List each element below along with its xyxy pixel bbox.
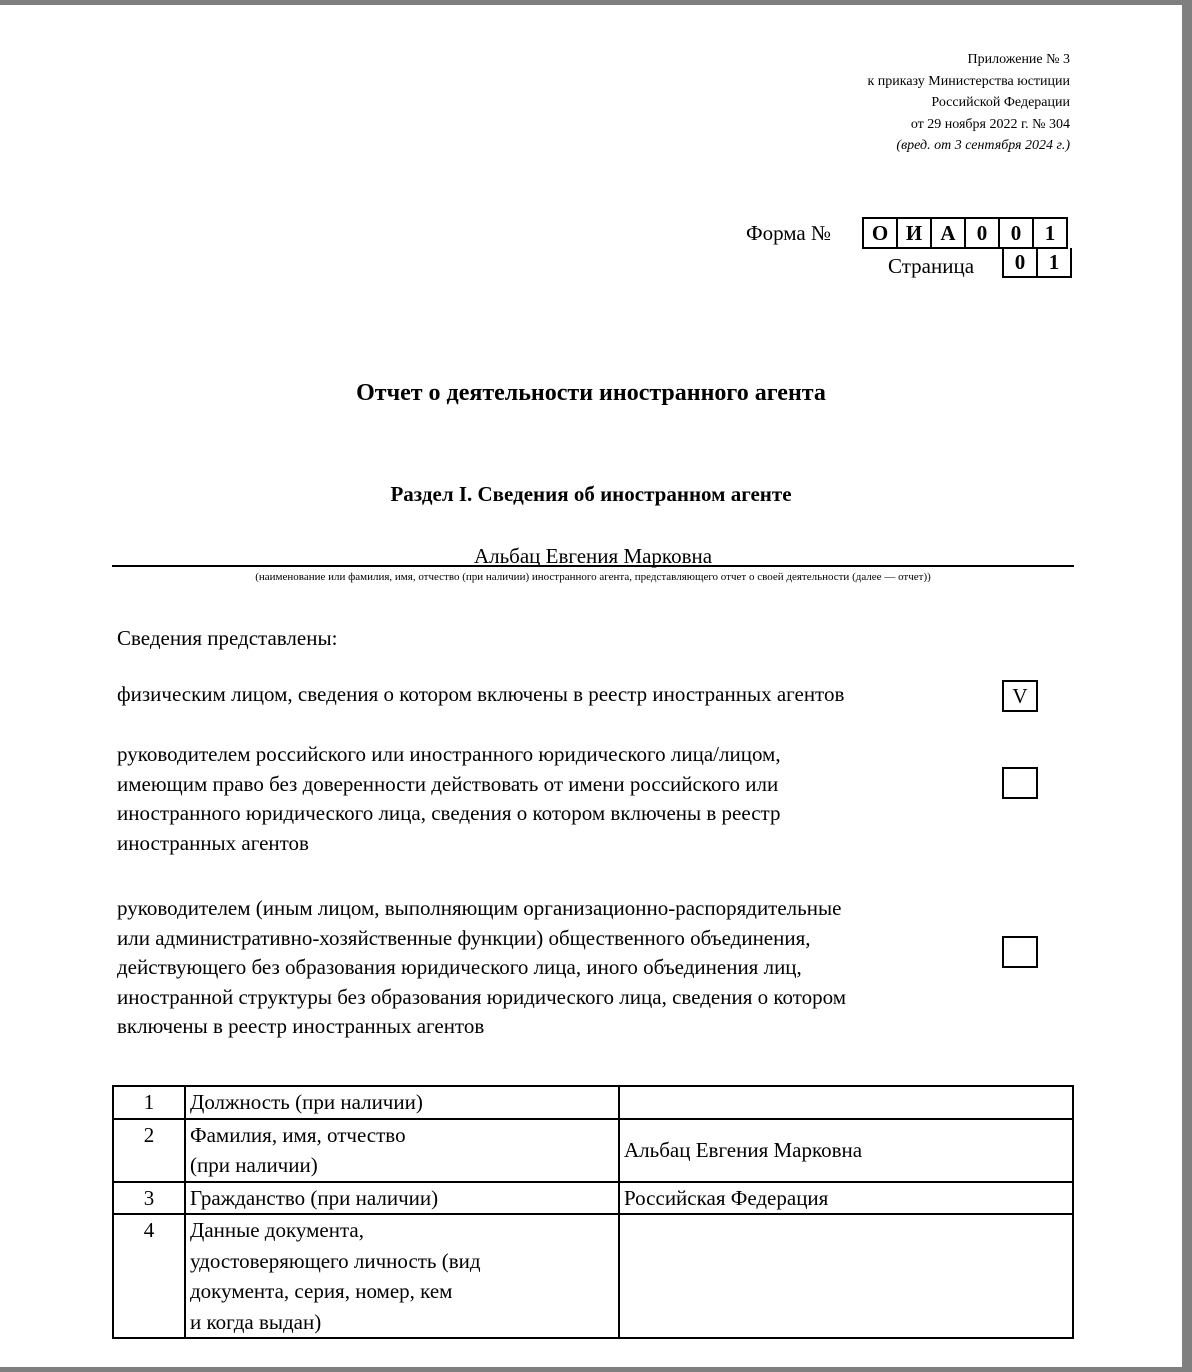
option-text-line: руководителем (иным лицом, выполняющим организационно-распорядительные bbox=[117, 896, 842, 920]
agent-underline bbox=[112, 565, 1074, 567]
row-value[interactable]: Альбац Евгения Марковна bbox=[619, 1119, 1073, 1182]
page-number-cell: 0 bbox=[1004, 248, 1038, 278]
row-label-line: (при наличии) bbox=[190, 1153, 318, 1177]
form-code-cell: О bbox=[864, 219, 898, 249]
option-text-line: иностранных агентов bbox=[117, 830, 309, 855]
form-code-cell: 0 bbox=[966, 219, 1000, 249]
document-page bbox=[0, 5, 1182, 1367]
row-number: 2 bbox=[113, 1119, 185, 1182]
form-number-label: Форма № bbox=[746, 221, 832, 245]
option-association-head-checkbox[interactable] bbox=[1002, 936, 1038, 968]
row-label-line: Данные документа, bbox=[190, 1218, 364, 1242]
agent-caption: (наименование или фамилия, имя, отчество (при наличии) иностранного агента, представляющего отчет о своей деятельности (далее — отчет)) bbox=[255, 571, 931, 583]
appendix-line: Приложение № 3 bbox=[967, 52, 1070, 67]
option-text-line: руководителем российского или иностранного юридического лица/лицом, bbox=[117, 742, 781, 766]
appendix-revision: (вред. от 3 сентября 2024 г.) bbox=[896, 138, 1070, 153]
document-title: Отчет о деятельности иностранного агента bbox=[356, 380, 826, 406]
row-label-line: Гражданство (при наличии) bbox=[190, 1185, 439, 1210]
section-title: Раздел I. Сведения об иностранном агенте bbox=[390, 482, 792, 506]
row-number: 4 bbox=[113, 1214, 185, 1338]
page-number bbox=[1002, 248, 1072, 278]
option-text-line: включены в реестр иностранных агентов bbox=[117, 1014, 485, 1038]
option-legal-entity-head bbox=[117, 740, 917, 858]
form-code-cell: А bbox=[932, 219, 966, 249]
option-text-line: физическим лицом, сведения о котором включены в реестр иностранных агентов bbox=[117, 682, 845, 706]
row-number: 1 bbox=[113, 1086, 185, 1119]
option-text-line: действующего без образования юридического лица, иного объединения лиц, bbox=[117, 955, 802, 979]
form-code-cell: 1 bbox=[1034, 219, 1068, 249]
page-label: Страница bbox=[888, 254, 975, 278]
option-legal-entity-head-checkbox[interactable] bbox=[1002, 767, 1038, 799]
table-row bbox=[113, 1086, 1073, 1119]
appendix-line: от 29 ноября 2022 г. № 304 bbox=[910, 116, 1070, 132]
agent-name: Альбац Евгения Марковна bbox=[473, 544, 713, 568]
row-value[interactable] bbox=[619, 1214, 1073, 1338]
form-code-cell: И bbox=[898, 219, 932, 249]
option-individual bbox=[117, 680, 917, 710]
row-value[interactable] bbox=[619, 1086, 1073, 1119]
option-text-line: или административно-хозяйственные функции) общественного объединения, bbox=[117, 925, 811, 950]
table-row bbox=[113, 1119, 1073, 1182]
row-value[interactable]: Российская Федерация bbox=[619, 1182, 1073, 1215]
row-number: 3 bbox=[113, 1182, 185, 1215]
appendix-line: Российской Федерации bbox=[931, 95, 1070, 110]
page-number-cell: 1 bbox=[1038, 248, 1072, 278]
info-table bbox=[112, 1085, 1074, 1339]
row-label-line: Фамилия, имя, отчество bbox=[190, 1122, 406, 1147]
row-label bbox=[185, 1086, 619, 1119]
appendix-header bbox=[867, 49, 1070, 157]
row-label-line: Должность (при наличии) bbox=[190, 1090, 423, 1114]
option-individual-checkbox[interactable]: V bbox=[1002, 680, 1038, 712]
row-label bbox=[185, 1119, 619, 1182]
table-row bbox=[113, 1182, 1073, 1215]
form-code-cell: 0 bbox=[1000, 219, 1034, 249]
form-code bbox=[862, 217, 1068, 249]
row-label-line: удостоверяющего личность (вид bbox=[190, 1248, 481, 1273]
row-label bbox=[185, 1214, 619, 1338]
option-text-line: иностранной структуры без образования юридического лица, сведения о котором bbox=[117, 984, 847, 1009]
appendix-line: к приказу Министерства юстиции bbox=[867, 73, 1070, 89]
presented-label: Сведения представлены: bbox=[117, 626, 338, 650]
table-row bbox=[113, 1214, 1073, 1338]
row-label bbox=[185, 1182, 619, 1215]
option-text-line: иностранного юридического лица, сведения о котором включены в реестр bbox=[117, 801, 781, 825]
option-text-line: имеющим право без доверенности действовать от имени российского или bbox=[117, 771, 779, 796]
option-association-head bbox=[117, 894, 917, 1042]
row-label-line: и когда выдан) bbox=[190, 1309, 322, 1334]
row-label-line: документа, серия, номер, кем bbox=[190, 1279, 453, 1303]
